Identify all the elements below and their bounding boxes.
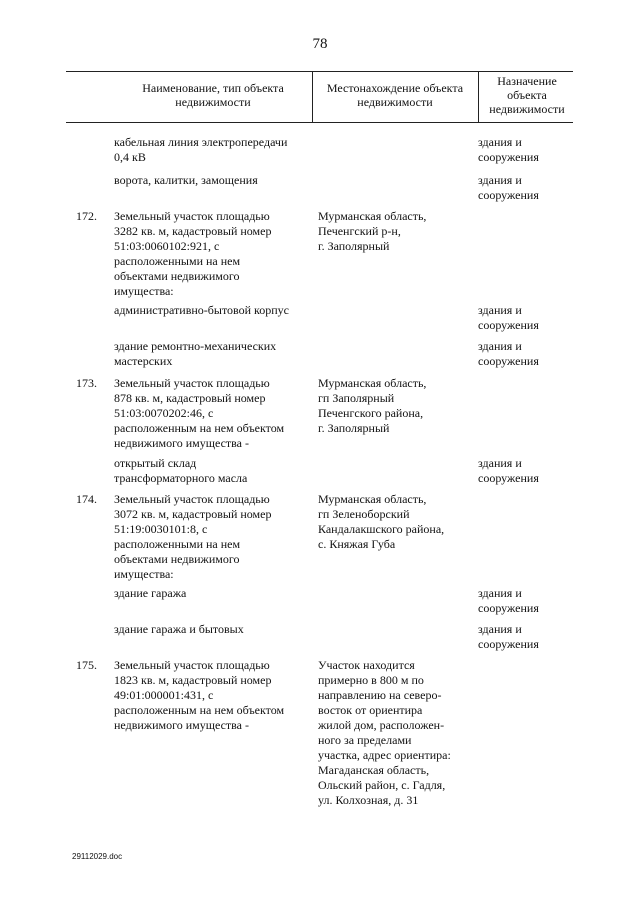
page-number: 78 xyxy=(312,36,328,52)
header-location: Местонахождение объекта недвижимости xyxy=(326,81,464,109)
property-table: Наименование, тип объекта недвижимости Местонахождение объекта недвижимости Назначение объекта недвижимости кабельная линия электропередачи 0,4 кВ здания и сооружения ворота, калитки, замощения здания и сооружения 172. Земельный участок площадью 3282 кв. м, кадастровый номер 51:03:0060102:921, с расположенными на нем объектами недвижимого имущества: Мурманская область, Печенгский р-н, г. Заполярный административно-бытовой корпус здания и сооружения здание ремонтно-механических мастерских здания и сооружения 173. Земельный участок площадью 878 кв. м, кадастровый номер 51:03:0070202:46, с расположенным на нем объектом недвижимого имущества - Мурманская область, гп Заполярный Печенгского района, г. Заполярный открытый склад трансформаторного масла здания и сооружения 174. Земельный участок площадью 3072 кв. м, кадастровый номер 51:19:0030101:8, с расположенными на нем объектами недвижимого имущества: Мурманская область, гп Зеленоборский Кандалакшского района, с. Княжая Губа здание гаража здания и сооружения здание гаража и бытовых здания и сооружения 175. Земельный участок площадью 1823 кв. м, кадастровый номер 49:01:000001:431, с расположенным на нем объектом недвижимого имущества - Участок находится примерно в 800 м по направлению на северо- восток от ориентира жилой дом, расположен- ного за пределами участка, адрес ориентира: Магаданская область, Ольский район, с. Гадля, ул. Колхозная, д. 31 xyxy=(66,71,573,123)
file-name-footer: 29112029.doc xyxy=(72,852,123,861)
table-header xyxy=(66,71,573,123)
header-name: Наименование, тип объекта недвижимости xyxy=(142,81,284,109)
header-purpose: Назначение объекта недвижимости xyxy=(489,74,565,116)
column-divider xyxy=(478,72,479,122)
